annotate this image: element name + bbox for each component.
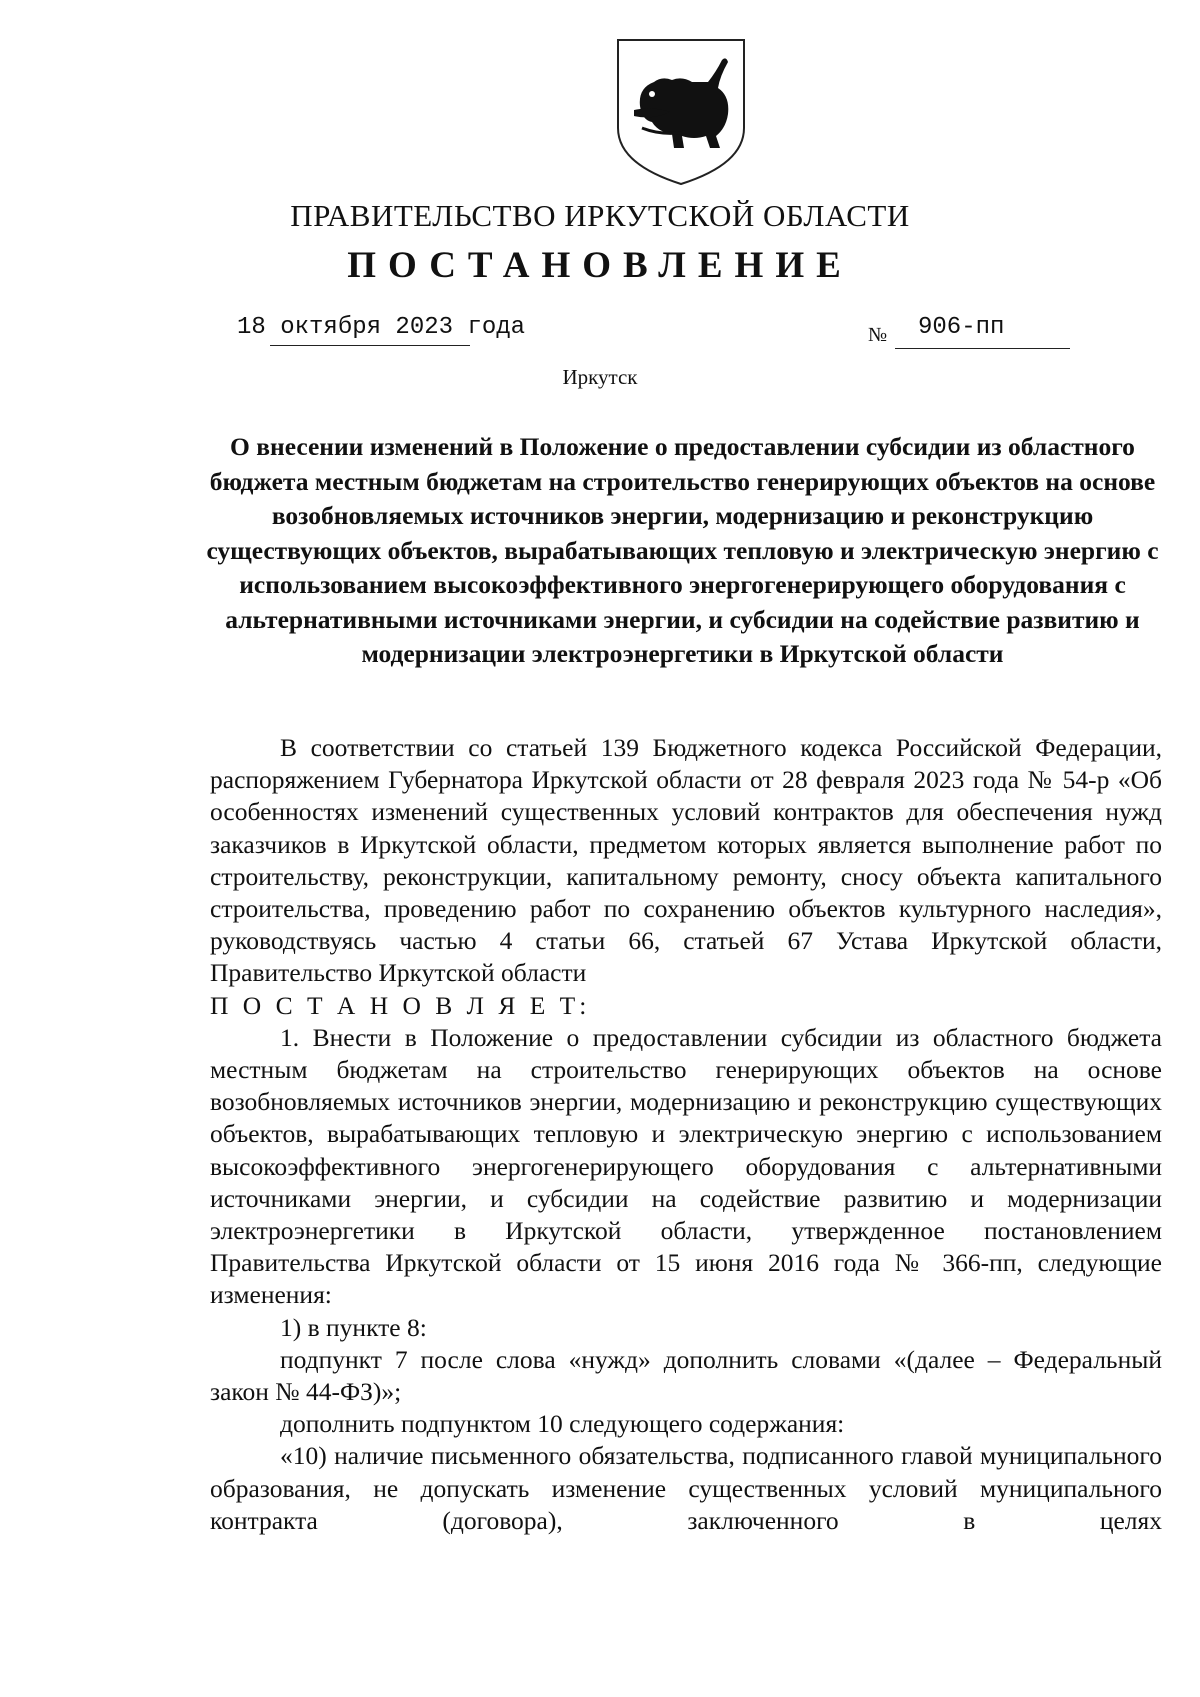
subitem-1: 1) в пункте 8:: [280, 1312, 427, 1342]
preamble-paragraph: В соответствии со статьей 139 Бюджетного кодекса Российской Федерации, распоряжением Губернатора Иркутской области от 28 февраля 2023 года № 54-р «Об особенностях изменений существенных условий контрактов для обеспечения нужд заказчиков в Иркутской области, предметом которых является выполнение работ по строительству, реконструкции, капитальному ремонту, сносу объекта капитального строительства, проведению работ по сохранению объектов культурного наследия», руководствуясь частью 4 статьи 66, статьей 67 Устава Иркутской области, Правительство Иркутской области: [210, 733, 1162, 988]
subitem-1c: «10) наличие письменного обязательства, подписанного главой муниципального образования, не допускать изменение существенных условий муниципального контракта (договора), заключенного в целях: [210, 1441, 1162, 1535]
government-name: ПРАВИТЕЛЬСТВО ИРКУТСКОЙ ОБЛАСТИ: [290, 198, 910, 233]
subitem-1a: подпункт 7 после слова «нужд» дополнить словами «(далее – Федеральный закон № 44-ФЗ)»;: [210, 1344, 1162, 1407]
date-underline: [270, 345, 470, 346]
coat-of-arms-emblem: [612, 36, 750, 188]
number-sign: №: [868, 324, 888, 346]
number-underline: [895, 348, 1070, 349]
resolves-line: П О С Т А Н О В Л Я Е Т:: [210, 990, 591, 1020]
document-type-heading: ПОСТАНОВЛЕНИЕ: [347, 245, 853, 286]
subitem-1b: дополнить подпунктом 10 следующего содержания:: [280, 1409, 845, 1439]
decree-number: 906-пп: [918, 314, 1005, 341]
item-1-paragraph: 1. Внести в Положение о предоставлении субсидии из областного бюджета местным бюджетам на строительство генерирующих объектов на основе возобновляемых источников энергии, модернизацию и реконструкцию существующих объектов, вырабатывающих тепловую и электрическую энергию с использованием высокоэффективного энергогенерирующего оборудования с альтернативными источниками энергии, и субсидии на содействие развитию и модернизации электроэнергетики в Иркутской области, утвержденное постановлением Правительства Иркутской области от 15 июня 2016 года № 366-пп, следующие изменения:: [210, 1022, 1162, 1310]
decree-body: [210, 732, 1162, 1537]
decree-date: 18 октября 2023 года: [237, 314, 526, 341]
city-name: Иркутск: [562, 365, 638, 389]
decree-title: О внесении изменений в Положение о предоставлении субсидии из областного бюджета местным бюджетам на строительство генерирующих объектов на основе возобновляемых источников энергии, модернизацию и реконструкцию существующих объектов, вырабатывающих тепловую и электрическую энергию с использованием высокоэффективного энергогенерирующего оборудования с альтернативными источниками энергии, и субсидии на содействие развитию и модернизации электроэнергетики в Иркутской области: [206, 432, 1159, 668]
